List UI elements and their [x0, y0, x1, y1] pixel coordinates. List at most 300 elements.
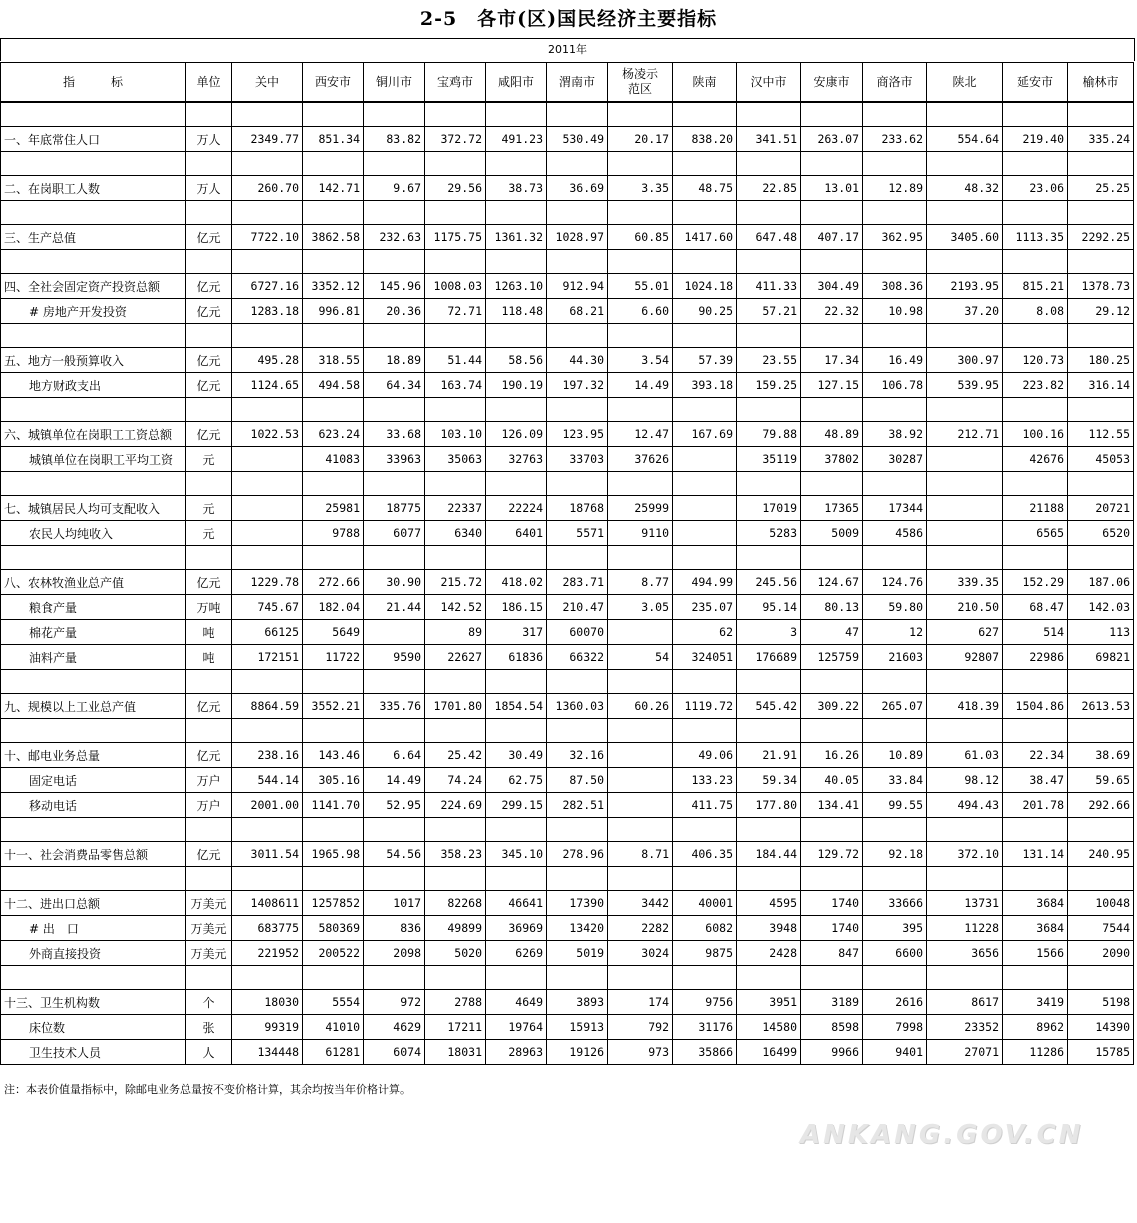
empty-cell: [927, 966, 1003, 990]
header-unit: 单位: [186, 63, 232, 103]
value-cell: 159.25: [737, 373, 801, 398]
value-cell: 125759: [801, 645, 863, 670]
unit-cell: 万美元: [186, 916, 232, 941]
value-cell: 36.69: [547, 176, 608, 201]
empty-cell: [608, 250, 673, 274]
value-cell: 5020: [425, 941, 486, 966]
value-cell: 33666: [863, 891, 927, 916]
value-cell: 12: [863, 620, 927, 645]
empty-cell: [547, 867, 608, 891]
value-cell: 17211: [425, 1015, 486, 1040]
value-cell: 1740: [801, 916, 863, 941]
empty-cell: [737, 546, 801, 570]
value-cell: 14390: [1068, 1015, 1134, 1040]
value-cell: 683775: [232, 916, 303, 941]
unit-cell: 亿元: [186, 570, 232, 595]
indicator-label: 移动电话: [1, 793, 186, 818]
empty-cell: [186, 670, 232, 694]
value-cell: 308.36: [863, 274, 927, 299]
empty-cell: [232, 324, 303, 348]
value-cell: 17365: [801, 496, 863, 521]
value-cell: 62: [673, 620, 737, 645]
unit-cell: 元: [186, 496, 232, 521]
value-cell: 61836: [486, 645, 547, 670]
empty-cell: [547, 152, 608, 176]
value-cell: 197.32: [547, 373, 608, 398]
indicator-label: 六、城镇单位在岗职工工资总额: [1, 422, 186, 447]
value-cell: 176689: [737, 645, 801, 670]
empty-cell: [547, 102, 608, 127]
empty-cell: [737, 719, 801, 743]
value-cell: 4586: [863, 521, 927, 546]
empty-cell: [303, 546, 364, 570]
header-region: 西安市: [303, 63, 364, 103]
value-cell: 335.24: [1068, 127, 1134, 152]
indicator-label: 油料产量: [1, 645, 186, 670]
value-cell: 11228: [927, 916, 1003, 941]
value-cell: 55.01: [608, 274, 673, 299]
empty-cell: [547, 472, 608, 496]
spacer-row: [1, 719, 1134, 743]
value-cell: 113: [1068, 620, 1134, 645]
value-cell: 32.16: [547, 743, 608, 768]
value-cell: 57.21: [737, 299, 801, 324]
empty-cell: [303, 102, 364, 127]
value-cell: 61281: [303, 1040, 364, 1065]
value-cell: 3552.21: [303, 694, 364, 719]
value-cell: 6340: [425, 521, 486, 546]
value-cell: 27071: [927, 1040, 1003, 1065]
empty-cell: [486, 966, 547, 990]
value-cell: 6.60: [608, 299, 673, 324]
unit-cell: 万美元: [186, 891, 232, 916]
empty-cell: [1003, 867, 1068, 891]
spacer-row: [1, 670, 1134, 694]
value-cell: 200522: [303, 941, 364, 966]
value-cell: 1263.10: [486, 274, 547, 299]
table-row: [1, 891, 1134, 916]
empty-cell: [1003, 102, 1068, 127]
empty-cell: [1, 546, 186, 570]
empty-cell: [364, 201, 425, 225]
unit-cell: 万人: [186, 176, 232, 201]
value-cell: 10.89: [863, 743, 927, 768]
value-cell: 36969: [486, 916, 547, 941]
indicator-label: 外商直接投资: [1, 941, 186, 966]
value-cell: 177.80: [737, 793, 801, 818]
value-cell: 2001.00: [232, 793, 303, 818]
empty-cell: [927, 102, 1003, 127]
value-cell: 265.07: [863, 694, 927, 719]
value-cell: 792: [608, 1015, 673, 1040]
value-cell: 57.39: [673, 348, 737, 373]
indicator-label: 十一、社会消费品零售总额: [1, 842, 186, 867]
value-cell: 838.20: [673, 127, 737, 152]
value-cell: 418.39: [927, 694, 1003, 719]
value-cell: 124.76: [863, 570, 927, 595]
table-row: [1, 422, 1134, 447]
value-cell: 847: [801, 941, 863, 966]
value-cell: 35063: [425, 447, 486, 472]
value-cell: [608, 743, 673, 768]
empty-cell: [186, 966, 232, 990]
empty-cell: [547, 670, 608, 694]
spacer-row: [1, 152, 1134, 176]
value-cell: 8617: [927, 990, 1003, 1015]
value-cell: 1175.75: [425, 225, 486, 250]
header-region: 安康市: [801, 63, 863, 103]
value-cell: 10.98: [863, 299, 927, 324]
value-cell: 3684: [1003, 916, 1068, 941]
unit-cell: 吨: [186, 645, 232, 670]
unit-cell: 元: [186, 521, 232, 546]
unit-cell: 人: [186, 1040, 232, 1065]
value-cell: 6401: [486, 521, 547, 546]
empty-cell: [486, 398, 547, 422]
value-cell: [673, 496, 737, 521]
value-cell: 29.12: [1068, 299, 1134, 324]
empty-cell: [232, 250, 303, 274]
value-cell: 18030: [232, 990, 303, 1015]
empty-cell: [737, 818, 801, 842]
value-cell: 142.03: [1068, 595, 1134, 620]
value-cell: 11722: [303, 645, 364, 670]
value-cell: 335.76: [364, 694, 425, 719]
empty-cell: [1003, 152, 1068, 176]
indicator-label: 九、规模以上工业总产值: [1, 694, 186, 719]
empty-cell: [927, 818, 1003, 842]
value-cell: 69821: [1068, 645, 1134, 670]
table-row: [1, 274, 1134, 299]
value-cell: 407.17: [801, 225, 863, 250]
empty-cell: [364, 546, 425, 570]
value-cell: [927, 447, 1003, 472]
value-cell: 167.69: [673, 422, 737, 447]
value-cell: 47: [801, 620, 863, 645]
value-cell: 25.25: [1068, 176, 1134, 201]
value-cell: 5571: [547, 521, 608, 546]
value-cell: 66125: [232, 620, 303, 645]
indicator-label: # 房地产开发投资: [1, 299, 186, 324]
value-cell: 126.09: [486, 422, 547, 447]
table-row: [1, 521, 1134, 546]
header-indicator: 指 标: [1, 63, 186, 103]
spacer-row: [1, 102, 1134, 127]
value-cell: 1566: [1003, 941, 1068, 966]
empty-cell: [425, 398, 486, 422]
empty-cell: [1003, 546, 1068, 570]
value-cell: 184.44: [737, 842, 801, 867]
empty-cell: [486, 152, 547, 176]
value-cell: 544.14: [232, 768, 303, 793]
value-cell: 1701.80: [425, 694, 486, 719]
empty-cell: [303, 966, 364, 990]
table-row: [1, 768, 1134, 793]
value-cell: 44.30: [547, 348, 608, 373]
value-cell: 3684: [1003, 891, 1068, 916]
value-cell: 127.15: [801, 373, 863, 398]
empty-cell: [1, 398, 186, 422]
spacer-row: [1, 818, 1134, 842]
value-cell: 3.05: [608, 595, 673, 620]
empty-cell: [608, 398, 673, 422]
value-cell: [927, 521, 1003, 546]
value-cell: 59.65: [1068, 768, 1134, 793]
value-cell: 42676: [1003, 447, 1068, 472]
value-cell: 358.23: [425, 842, 486, 867]
empty-cell: [303, 818, 364, 842]
empty-cell: [303, 201, 364, 225]
value-cell: 38.47: [1003, 768, 1068, 793]
empty-cell: [608, 719, 673, 743]
empty-cell: [1, 201, 186, 225]
header-region: 铜川市: [364, 63, 425, 103]
value-cell: 22.34: [1003, 743, 1068, 768]
value-cell: 6077: [364, 521, 425, 546]
value-cell: 201.78: [1003, 793, 1068, 818]
empty-cell: [232, 152, 303, 176]
empty-cell: [186, 201, 232, 225]
empty-cell: [608, 670, 673, 694]
value-cell: 172151: [232, 645, 303, 670]
empty-cell: [673, 102, 737, 127]
empty-cell: [486, 250, 547, 274]
empty-cell: [1, 719, 186, 743]
spacer-row: [1, 250, 1134, 274]
value-cell: 9590: [364, 645, 425, 670]
value-cell: 17.34: [801, 348, 863, 373]
value-cell: 30.49: [486, 743, 547, 768]
empty-cell: [486, 719, 547, 743]
unit-cell: 亿元: [186, 373, 232, 398]
value-cell: 1360.03: [547, 694, 608, 719]
value-cell: 304.49: [801, 274, 863, 299]
empty-cell: [547, 201, 608, 225]
empty-cell: [425, 966, 486, 990]
value-cell: 15785: [1068, 1040, 1134, 1065]
table-row: [1, 743, 1134, 768]
value-cell: 66322: [547, 645, 608, 670]
value-cell: 22337: [425, 496, 486, 521]
empty-cell: [801, 250, 863, 274]
value-cell: 3442: [608, 891, 673, 916]
value-cell: 134.41: [801, 793, 863, 818]
indicator-label: 五、地方一般预算收入: [1, 348, 186, 373]
empty-cell: [863, 719, 927, 743]
empty-cell: [927, 324, 1003, 348]
value-cell: 235.07: [673, 595, 737, 620]
value-cell: 7544: [1068, 916, 1134, 941]
unit-cell: 亿元: [186, 299, 232, 324]
empty-cell: [425, 250, 486, 274]
empty-cell: [1068, 152, 1134, 176]
value-cell: 18.89: [364, 348, 425, 373]
value-cell: 972: [364, 990, 425, 1015]
value-cell: 539.95: [927, 373, 1003, 398]
table-row: [1, 299, 1134, 324]
value-cell: 45053: [1068, 447, 1134, 472]
value-cell: 16.49: [863, 348, 927, 373]
header-region: 关中: [232, 63, 303, 103]
indicator-label: 二、在岗职工人数: [1, 176, 186, 201]
indicator-label: 棉花产量: [1, 620, 186, 645]
value-cell: 3.35: [608, 176, 673, 201]
value-cell: 98.12: [927, 768, 1003, 793]
empty-cell: [608, 546, 673, 570]
empty-cell: [232, 398, 303, 422]
value-cell: 54: [608, 645, 673, 670]
empty-cell: [1068, 818, 1134, 842]
header-region: 渭南市: [547, 63, 608, 103]
value-cell: 3: [737, 620, 801, 645]
value-cell: 20721: [1068, 496, 1134, 521]
value-cell: 13420: [547, 916, 608, 941]
empty-cell: [801, 719, 863, 743]
value-cell: 19764: [486, 1015, 547, 1040]
value-cell: 221952: [232, 941, 303, 966]
header-region: 榆林市: [1068, 63, 1134, 103]
value-cell: 120.73: [1003, 348, 1068, 373]
indicator-label: # 出 口: [1, 916, 186, 941]
value-cell: 17390: [547, 891, 608, 916]
value-cell: 627: [927, 620, 1003, 645]
value-cell: 545.42: [737, 694, 801, 719]
empty-cell: [232, 102, 303, 127]
empty-cell: [863, 867, 927, 891]
value-cell: 393.18: [673, 373, 737, 398]
empty-cell: [186, 324, 232, 348]
empty-cell: [1068, 250, 1134, 274]
empty-cell: [801, 867, 863, 891]
value-cell: 83.82: [364, 127, 425, 152]
value-cell: 3352.12: [303, 274, 364, 299]
value-cell: 745.67: [232, 595, 303, 620]
empty-cell: [863, 324, 927, 348]
value-cell: 30287: [863, 447, 927, 472]
value-cell: 2349.77: [232, 127, 303, 152]
value-cell: 21.91: [737, 743, 801, 768]
empty-cell: [486, 546, 547, 570]
empty-cell: [927, 398, 1003, 422]
value-cell: 20.17: [608, 127, 673, 152]
value-cell: 836: [364, 916, 425, 941]
table-row: [1, 1040, 1134, 1065]
empty-cell: [425, 818, 486, 842]
empty-cell: [863, 398, 927, 422]
indicator-label: 一、年底常住人口: [1, 127, 186, 152]
value-cell: 118.48: [486, 299, 547, 324]
value-cell: 210.47: [547, 595, 608, 620]
value-cell: 152.29: [1003, 570, 1068, 595]
empty-cell: [1068, 324, 1134, 348]
value-cell: [608, 768, 673, 793]
value-cell: 2282: [608, 916, 673, 941]
empty-cell: [486, 102, 547, 127]
unit-cell: 亿元: [186, 842, 232, 867]
value-cell: 973: [608, 1040, 673, 1065]
empty-cell: [1, 250, 186, 274]
value-cell: 912.94: [547, 274, 608, 299]
value-cell: 143.46: [303, 743, 364, 768]
value-cell: 11286: [1003, 1040, 1068, 1065]
empty-cell: [232, 472, 303, 496]
value-cell: 112.55: [1068, 422, 1134, 447]
unit-cell: 吨: [186, 620, 232, 645]
empty-cell: [364, 670, 425, 694]
empty-cell: [1068, 472, 1134, 496]
value-cell: 3656: [927, 941, 1003, 966]
indicator-label: 十二、进出口总额: [1, 891, 186, 916]
spacer-row: [1, 472, 1134, 496]
empty-cell: [547, 966, 608, 990]
value-cell: 133.23: [673, 768, 737, 793]
empty-cell: [1003, 472, 1068, 496]
empty-cell: [547, 398, 608, 422]
value-cell: 1504.86: [1003, 694, 1068, 719]
empty-cell: [1068, 546, 1134, 570]
value-cell: 48.32: [927, 176, 1003, 201]
value-cell: 2788: [425, 990, 486, 1015]
table-row: [1, 225, 1134, 250]
value-cell: 3862.58: [303, 225, 364, 250]
empty-cell: [863, 670, 927, 694]
value-cell: 233.62: [863, 127, 927, 152]
empty-cell: [1, 818, 186, 842]
value-cell: 15913: [547, 1015, 608, 1040]
value-cell: 1028.97: [547, 225, 608, 250]
value-cell: 305.16: [303, 768, 364, 793]
value-cell: 60.26: [608, 694, 673, 719]
value-cell: 240.95: [1068, 842, 1134, 867]
empty-cell: [1068, 719, 1134, 743]
spacer-row: [1, 201, 1134, 225]
value-cell: 51.44: [425, 348, 486, 373]
empty-cell: [425, 152, 486, 176]
empty-cell: [608, 818, 673, 842]
empty-cell: [1068, 966, 1134, 990]
value-cell: 90.25: [673, 299, 737, 324]
value-cell: 5019: [547, 941, 608, 966]
header-region: 陕北: [927, 63, 1003, 103]
value-cell: 16499: [737, 1040, 801, 1065]
value-cell: 14.49: [364, 768, 425, 793]
value-cell: 19126: [547, 1040, 608, 1065]
empty-cell: [547, 546, 608, 570]
empty-cell: [425, 867, 486, 891]
value-cell: 4649: [486, 990, 547, 1015]
empty-cell: [927, 250, 1003, 274]
value-cell: 395: [863, 916, 927, 941]
value-cell: 142.52: [425, 595, 486, 620]
value-cell: 18768: [547, 496, 608, 521]
unit-cell: 亿元: [186, 348, 232, 373]
empty-cell: [186, 867, 232, 891]
table-row: [1, 373, 1134, 398]
table-body: [1, 102, 1134, 1065]
value-cell: 21.44: [364, 595, 425, 620]
value-cell: 30.90: [364, 570, 425, 595]
empty-cell: [608, 201, 673, 225]
value-cell: 28963: [486, 1040, 547, 1065]
value-cell: 6.64: [364, 743, 425, 768]
value-cell: 58.56: [486, 348, 547, 373]
empty-cell: [801, 818, 863, 842]
empty-cell: [303, 398, 364, 422]
value-cell: 31176: [673, 1015, 737, 1040]
value-cell: 33.84: [863, 768, 927, 793]
value-cell: 142.71: [303, 176, 364, 201]
indicator-label: 城镇单位在岗职工平均工资: [1, 447, 186, 472]
